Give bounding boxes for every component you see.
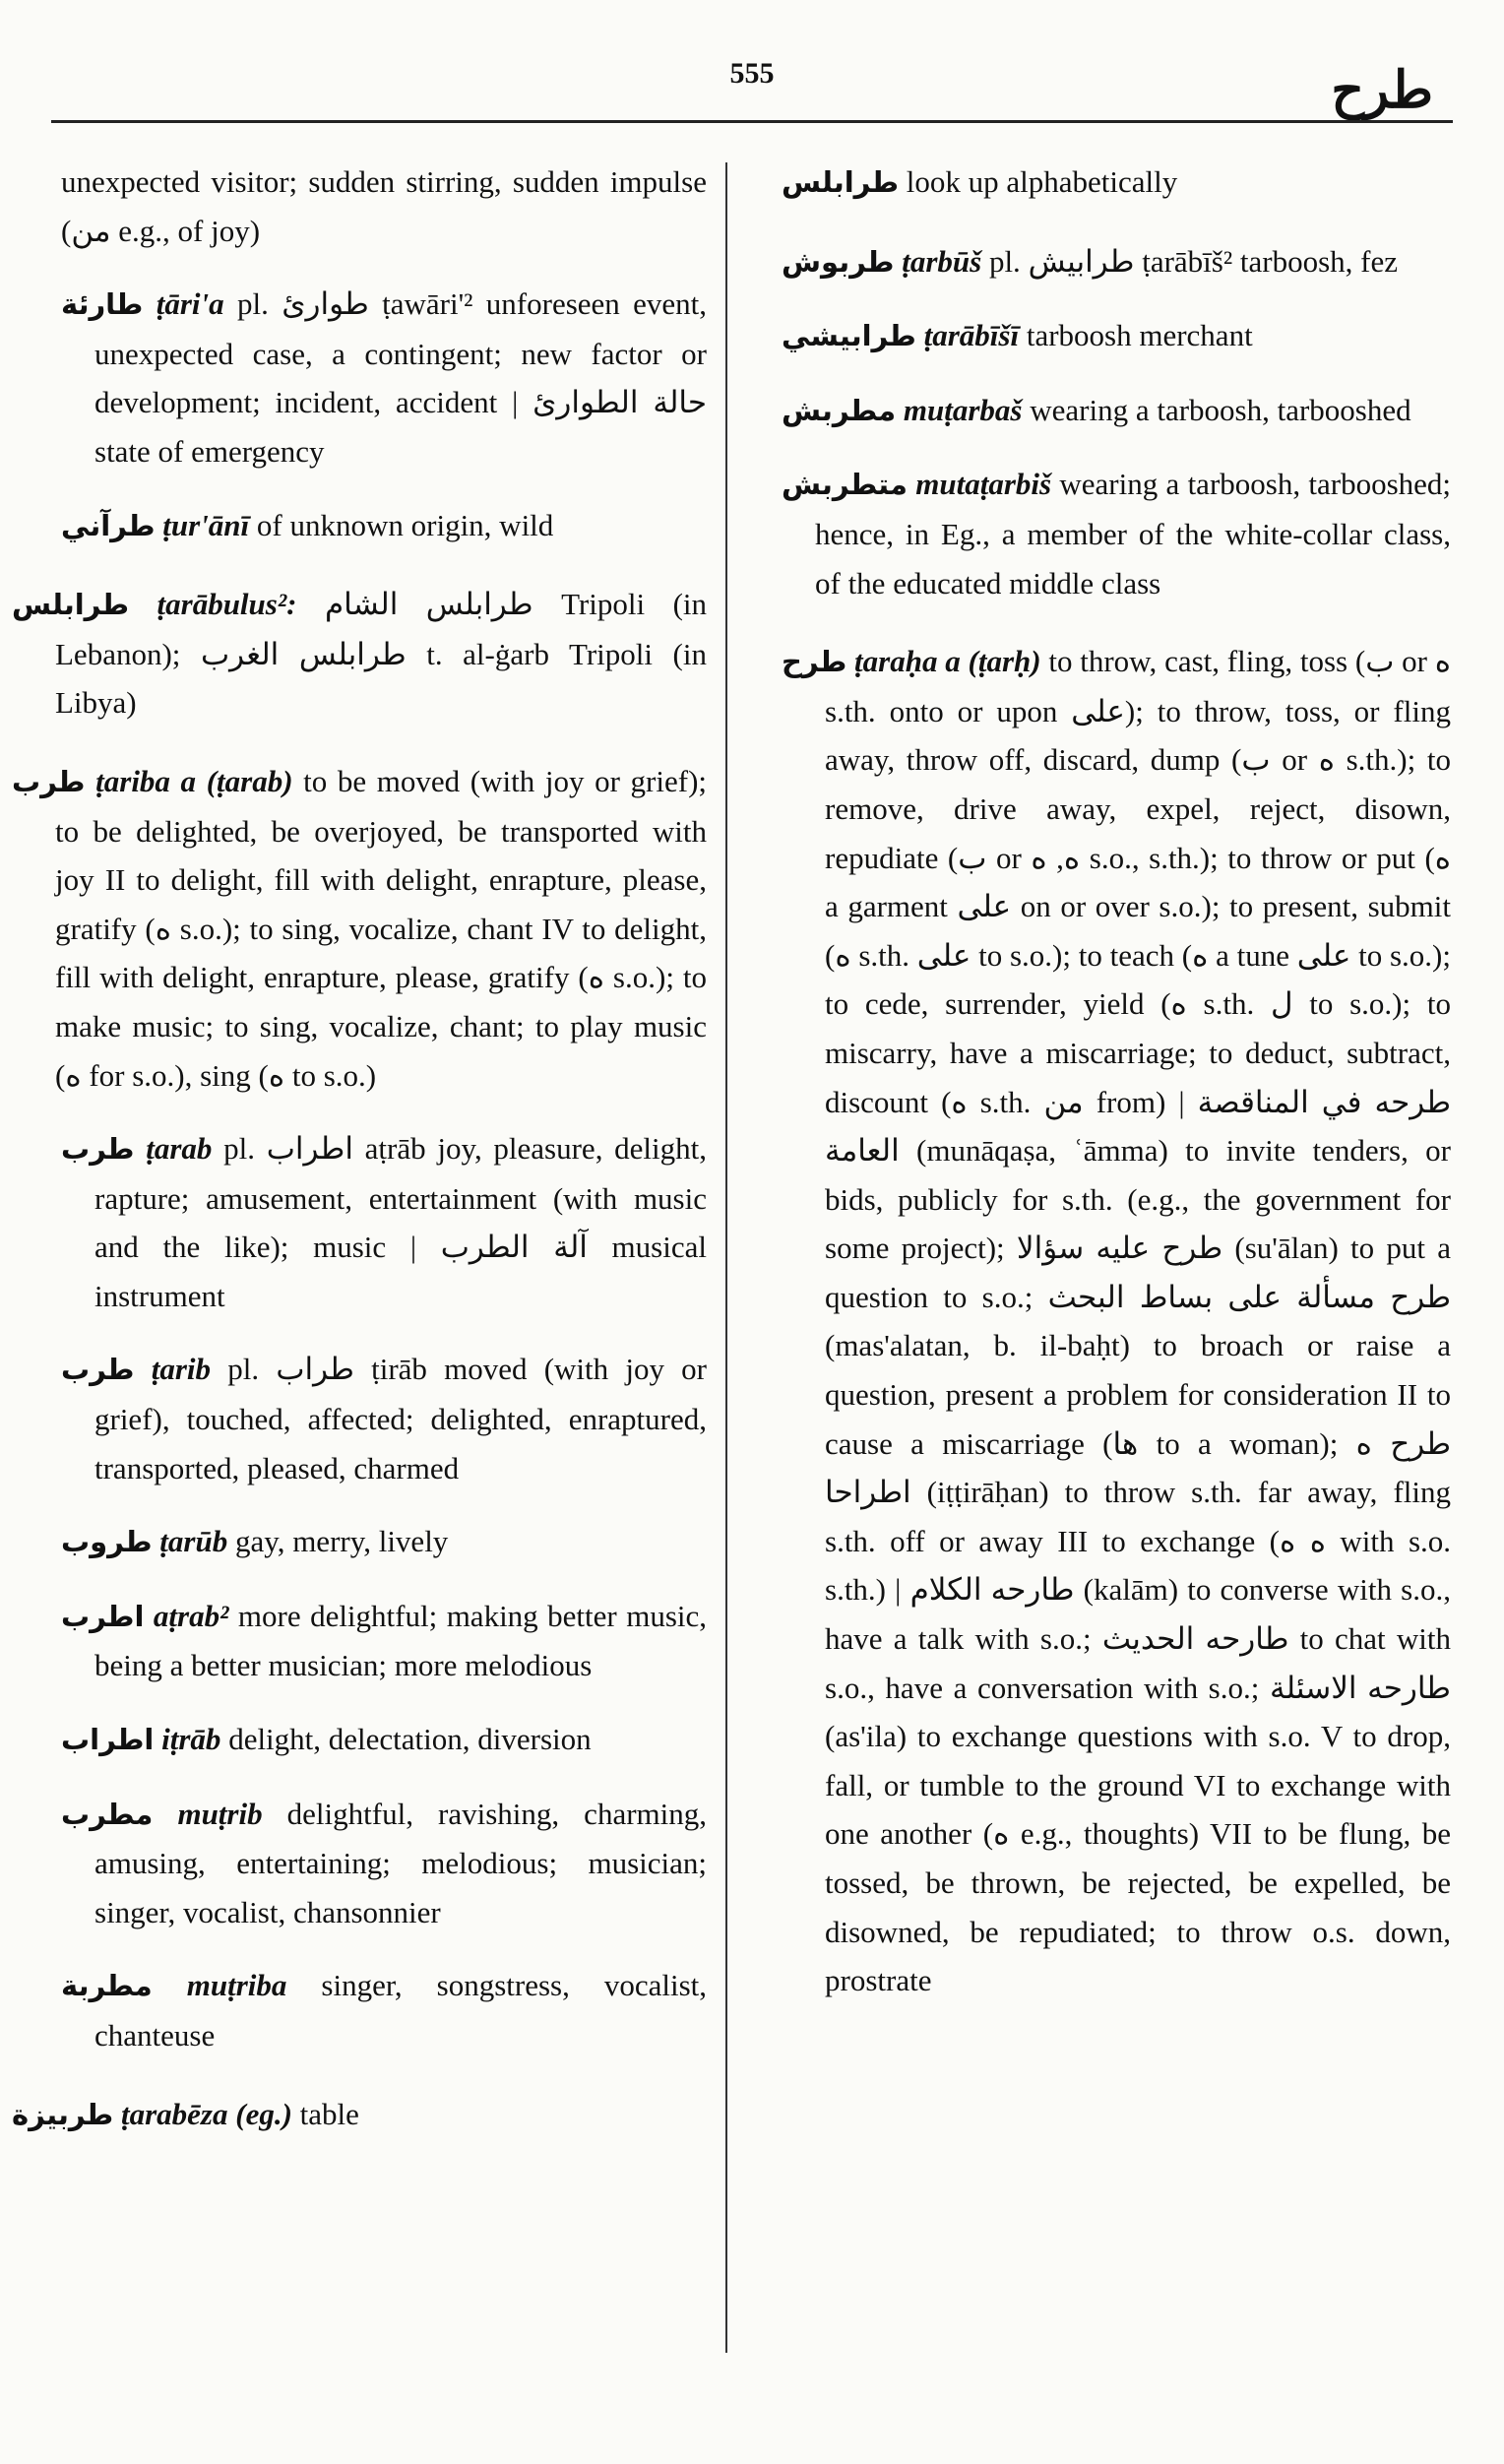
transliteration: muṭarbaš bbox=[903, 392, 1023, 427]
arabic-headword: طربوش bbox=[782, 244, 895, 279]
arabic-headword: متطربش bbox=[782, 468, 908, 502]
arabic-headword: طرب bbox=[12, 764, 86, 798]
transliteration: ṭaraḥa a (ṭarḥ) bbox=[854, 644, 1041, 679]
running-head: طرح bbox=[1331, 63, 1433, 119]
arabic-headword: طرب bbox=[61, 1353, 135, 1387]
page-number: 555 bbox=[729, 57, 775, 90]
left-column bbox=[12, 158, 708, 2164]
transliteration: ṭarūb bbox=[159, 1524, 228, 1559]
dictionary-entry bbox=[61, 1124, 707, 1320]
definition-text: more delightful; making better music, being a better musician; more melodious bbox=[94, 1598, 708, 1683]
definition-text: to throw, cast, fling, toss (ب or ه s.th. onto or upon على); to throw, toss, or fling away, throw off, discard, dump (ب or ه s.th.); to remove, drive away, expel, reject, disown, repudiate (ب or ه, ه s.o., s.th.); to throw or put (ه a garment على on or over s.o.); to present, submit (ه s.th. على to s.o.); to teach (ه a tune على to s.o.); to cede, surrender, yield (ه s.th. ل to s.o.); to miscarry, have a miscarriage; to deduct, subtract, discount (ه s.th. من from) | طرحه في المناقصة العامة (munāqaṣa, ʿāmma) to invite tenders, or bids, publicly for s.th. (e.g., the government for some project); طرح عليه سؤالا (su'ālan) to put a question to s.o.; طرح مسألة على بساط البحث (mas'alatan, b. il-baḥt) to broach or raise a question, present a problem for consideration II to cause a miscarriage (ها to a woman); طرح ه اطراحا (iṭṭirāḥan) to throw s.th. far away, fling s.th. off or away III to exchange (ه ه with s.o. s.th.) | طارحه الكلام (kalām) to converse with s.o., have a talk with s.o.; طارحه الحديث to chat with s.o., have a conversation with s.o.; طارحه الاسئلة (as'ila) to exchange questions with s.o. V to drop, fall, or tumble to the ground VI to exchange with one another (ه e.g., thoughts) VII to be flung, be tossed, be thrown, be rejected, be expelled, be disowned, be repudiated; to throw o.s. down, prostrate bbox=[825, 644, 1452, 1998]
definition-text: to be moved (with joy or grief); to be delighted, be overjoyed, be transported with joy II to delight, fill with delight, enrapture, please, gratify (ه s.o.); to sing, vocalize, chant IV to delight, fill with delight, enrapture, please, gratify (ه s.o.); to make music; to sing, vocalize, chant; to play music (ه for s.o.), sing (ه to s.o.) bbox=[55, 763, 708, 1093]
definition-text: delightful, ravishing, charming, amusing, entertaining; melodious; musician; singer, vocalist, chansonnier bbox=[94, 1796, 708, 1929]
dictionary-entry bbox=[12, 2090, 707, 2140]
definition-text: wearing a tarboosh, tarbooshed; hence, in Eg., a member of the white-collar class, of the educated middle class bbox=[815, 467, 1452, 600]
definition-text: of unknown origin, wild bbox=[256, 507, 554, 542]
arabic-headword: اطرب bbox=[61, 1599, 145, 1633]
definition-text: tarboosh merchant bbox=[1026, 318, 1253, 353]
definition-text: pl. اطراب aṭrāb joy, pleasure, delight, rapture; amusement, entertainment (with music and the like); music | آلة الطرب musical instrument bbox=[94, 1131, 708, 1313]
transliteration: ṭarābīšī bbox=[923, 318, 1020, 353]
arabic-headword: طرب bbox=[61, 1132, 135, 1167]
arabic-headword: مطربة bbox=[61, 1969, 153, 2003]
right-column bbox=[782, 158, 1451, 2030]
dictionary-entry bbox=[61, 1517, 707, 1567]
definition-text: pl. طراب ṭirāb moved (with joy or grief), touched, affected; delighted, enraptured, transported, pleased, charmed bbox=[94, 1352, 707, 1485]
arabic-headword: طرابيشي bbox=[782, 319, 916, 353]
dictionary-entry bbox=[782, 158, 1451, 208]
dictionary-entry bbox=[61, 280, 707, 475]
dictionary-entry bbox=[12, 580, 707, 727]
definition-text: pl. طوارئ ṭawāri'² unforeseen event, unexpected case, a contingent; new factor or development; incident, accident | حالة الطوارئ state of emergency bbox=[94, 286, 708, 469]
definition-text: طرابلس الشام Tripoli (in Lebanon); طرابلس الغرب t. al-ġarb Tripoli (in Libya) bbox=[55, 587, 708, 721]
dictionary-entry bbox=[782, 237, 1451, 287]
definition-text: gay, merry, lively bbox=[234, 1524, 449, 1559]
dictionary-entry bbox=[782, 637, 1451, 2005]
arabic-headword: طرآني bbox=[61, 508, 156, 542]
arabic-headword: مطربش bbox=[782, 393, 897, 427]
definition-text: delight, delectation, diversion bbox=[228, 1722, 592, 1757]
dictionary-entry bbox=[782, 311, 1451, 361]
transliteration: ṭāri'a bbox=[156, 286, 224, 322]
transliteration: ṭarab bbox=[146, 1131, 213, 1167]
arabic-headword: طرابلس bbox=[12, 588, 130, 622]
transliteration: ṭarib bbox=[151, 1352, 212, 1387]
arabic-headword: اطراب bbox=[61, 1723, 155, 1757]
dictionary-entry bbox=[61, 1715, 707, 1765]
transliteration: muṭrib bbox=[177, 1796, 263, 1831]
transliteration: muṭriba bbox=[186, 1968, 287, 2003]
dictionary-entry bbox=[61, 1961, 707, 2059]
arabic-headword: مطرب bbox=[61, 1797, 154, 1831]
definition-text: singer, songstress, vocalist, chanteuse bbox=[94, 1968, 708, 2053]
transliteration: ṭariba a (ṭarab) bbox=[95, 763, 293, 798]
dictionary-entry bbox=[61, 158, 707, 255]
arabic-headword: طرابلس bbox=[782, 165, 900, 199]
definition-text: table bbox=[299, 2096, 359, 2131]
transliteration: ṭur'ānī bbox=[162, 507, 250, 542]
transliteration: ṭarbūš bbox=[902, 243, 982, 279]
header-rule bbox=[51, 120, 1453, 123]
dictionary-entry bbox=[782, 460, 1451, 607]
arabic-headword: طارئة bbox=[61, 287, 144, 322]
dictionary-entry bbox=[61, 1592, 707, 1690]
dictionary-entry bbox=[61, 1345, 707, 1492]
dictionary-entry bbox=[61, 501, 707, 551]
definition-text: pl. طرابيش ṭarābīš² tarboosh, fez bbox=[988, 243, 1398, 279]
transliteration: ṭarābulus²: bbox=[157, 587, 297, 622]
arabic-headword: طروب bbox=[61, 1525, 153, 1559]
dictionary-entry bbox=[12, 757, 707, 1100]
transliteration: iṭrāb bbox=[161, 1722, 221, 1757]
definition-text: unexpected visitor; sudden stirring, sudden impulse (من e.g., of joy) bbox=[61, 164, 707, 248]
definition-text: look up alphabetically bbox=[906, 164, 1178, 199]
transliteration: mutaṭarbiš bbox=[915, 467, 1052, 502]
transliteration: ṭarabēza (eg.) bbox=[121, 2096, 292, 2131]
arabic-headword: طربيزة bbox=[12, 2097, 114, 2131]
definition-text: wearing a tarboosh, tarbooshed bbox=[1030, 392, 1411, 427]
dictionary-entry bbox=[782, 386, 1451, 436]
transliteration: aṭrab² bbox=[153, 1598, 229, 1633]
column-divider bbox=[725, 162, 727, 2353]
arabic-headword: طرح bbox=[782, 645, 847, 679]
dictionary-entry bbox=[61, 1790, 707, 1937]
